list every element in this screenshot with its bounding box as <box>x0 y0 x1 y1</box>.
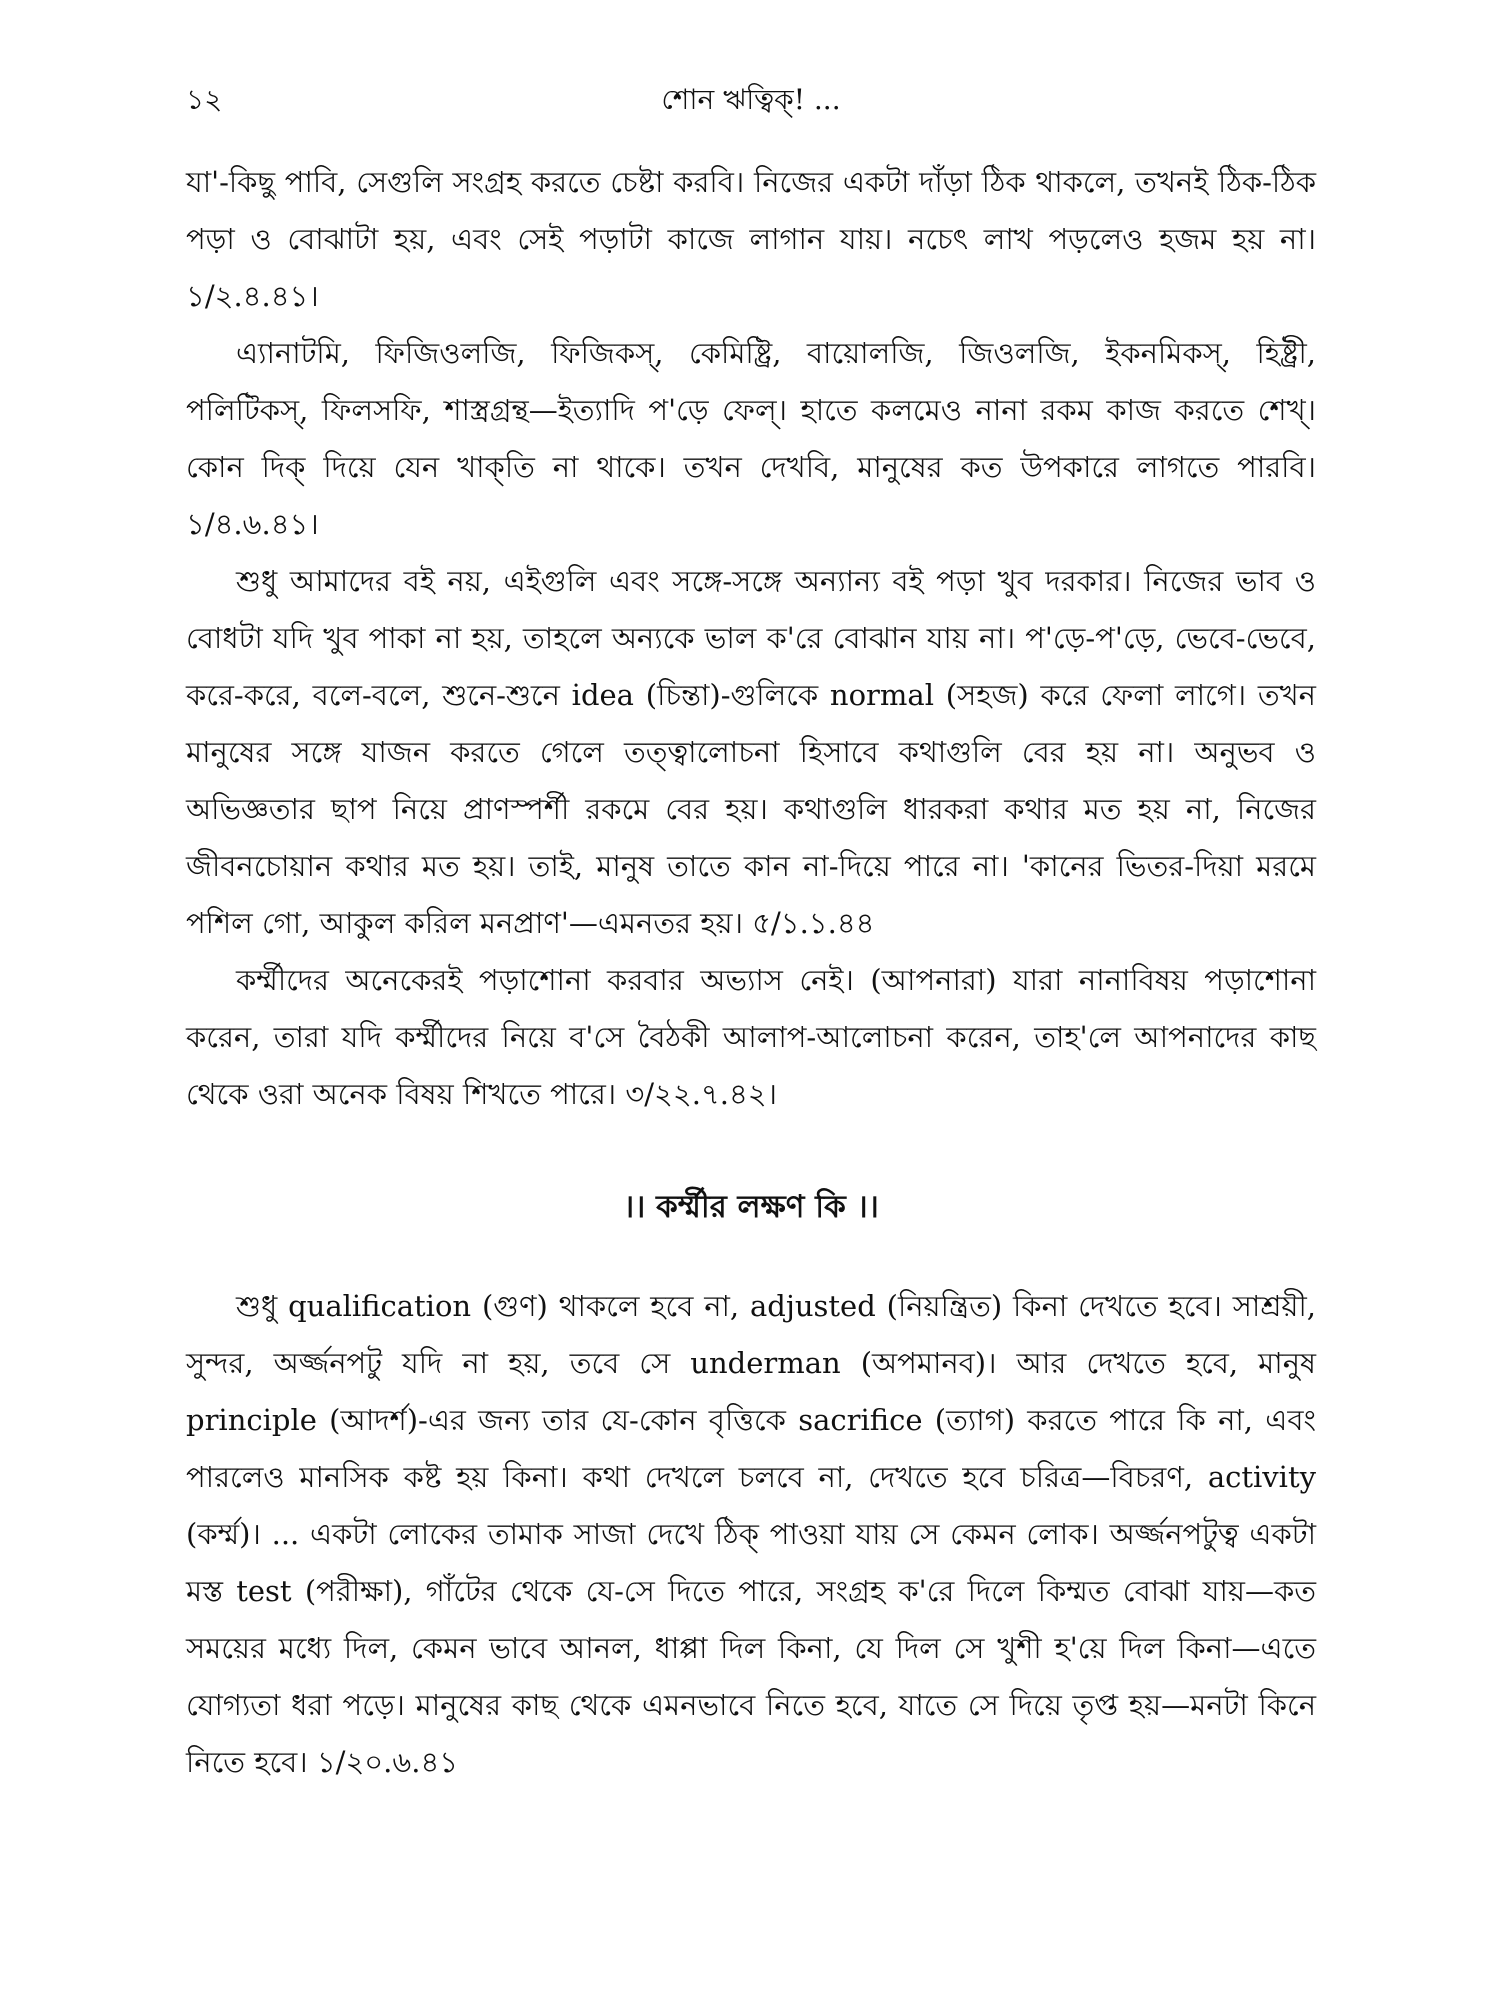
page-number: ১২ <box>186 83 223 116</box>
running-title: শোন ঋত্বিক্! ... <box>661 83 841 116</box>
section-heading: ।। কর্ম্মীর লক্ষণ কি ।। <box>623 1189 879 1225</box>
page-body <box>186 154 1316 1791</box>
paragraph-1: যা'-কিছু পাবি, সেগুলি সংগ্রহ করতে চেষ্টা করবি। নিজের একটা দাঁড়া ঠিক থাকলে, তখনই ঠিক-ঠিক পড়া ও বোঝাটা হয়, এবং সেই পড়াটা কাজে লাগান যায়। নচেৎ লাখ পড়লেও হজম হয় না। ১/২.৪.৪১। <box>186 165 1316 313</box>
paragraph-5: শুধু qualification (গুণ) থাকলে হবে না, adjusted (নিয়ন্ত্রিত) কিনা দেখতে হবে। সাশ্রয়ী, সুন্দর, অর্জ্জনপটু যদি না হয়, তবে সে underman (অপমানব)। আর দেখতে হবে, মানুষ principle (আদর্শ)-এর জন্য তার যে-কোন বৃত্তিকে sacrifice (ত্যাগ) করতে পারে কি না, এবং পারলেও মানসিক কষ্ট হয় কিনা। কথা দেখলে চলবে না, দেখতে হবে চরিত্র—বিচরণ, activity (কর্ম্ম)। ... একটা লোকের তামাক সাজা দেখে ঠিক্ পাওয়া যায় সে কেমন লোক। অর্জ্জনপটুত্ব একটা মস্ত test (পরীক্ষা), গাঁটের থেকে যে-সে দিতে পারে, সংগ্রহ ক'রে দিলে কিম্মত বোঝা যায়—কত সময়ের মধ্যে দিল, কেমন ভাবে আনল, ধাপ্পা দিল কিনা, যে দিল সে খুশী হ'য়ে দিল কিনা—এতে যোগ্যতা ধরা পড়ে। মানুষের কাছ থেকে এমনভাবে নিতে হবে, যাতে সে দিয়ে তৃপ্ত হয়—মনটা কিনে নিতে হবে। ১/২০.৬.৪১ <box>186 1289 1316 1779</box>
paragraph-2: এ্যানাটমি, ফিজিওলজি, ফিজিকস্, কেমিষ্ট্রি, বায়োলজি, জিওলজি, ইকনমিকস্, হিষ্ট্রী, পলিটিকস্, ফিলসফি, শাস্ত্রগ্রন্থ—ইত্যাদি প'ড়ে ফেল্। হাতে কলমেও নানা রকম কাজ করতে শেখ্। কোন দিক্ দিয়ে যেন খাক্‌তি না থাকে। তখন দেখবি, মানুষের কত উপকারে লাগতে পারবি। ১/৪.৬.৪১। <box>186 336 1316 541</box>
page-header <box>186 78 1316 128</box>
paragraph-4: কর্ম্মীদের অনেকেরই পড়াশোনা করবার অভ্যাস নেই। (আপনারা) যারা নানাবিষয় পড়াশোনা করেন, তারা যদি কর্ম্মীদের নিয়ে ব'সে বৈঠকী আলাপ-আলোচনা করেন, তাহ'লে আপনাদের কাছ থেকে ওরা অনেক বিষয় শিখতে পারে। ৩/২২.৭.৪২। <box>186 963 1316 1111</box>
paragraph-3: শুধু আমাদের বই নয়, এইগুলি এবং সঙ্গে-সঙ্গে অন্যান্য বই পড়া খুব দরকার। নিজের ভাব ও বোধটা যদি খুব পাকা না হয়, তাহলে অন্যকে ভাল ক'রে বোঝান যায় না। প'ড়ে-প'ড়ে, ভেবে-ভেবে, করে-করে, বলে-বলে, শুনে-শুনে idea (চিন্তা)-গুলিকে normal (সহজ) করে ফেলা লাগে। তখন মানুষের সঙ্গে যাজন করতে গেলে তত্ত্বালোচনা হিসাবে কথাগুলি বের হয় না। অনুভব ও অভিজ্ঞতার ছাপ নিয়ে প্রাণস্পর্শী রকমে বের হয়। কথাগুলি ধারকরা কথার মত হয় না, নিজের জীবনচোয়ান কথার মত হয়। তাই, মানুষ তাতে কান না-দিয়ে পারে না। 'কানের ভিতর-দিয়া মরমে পশিল গো, আকুল করিল মনপ্রাণ'—এমনতর হয়। ৫/১.১.৪৪ <box>186 564 1316 940</box>
